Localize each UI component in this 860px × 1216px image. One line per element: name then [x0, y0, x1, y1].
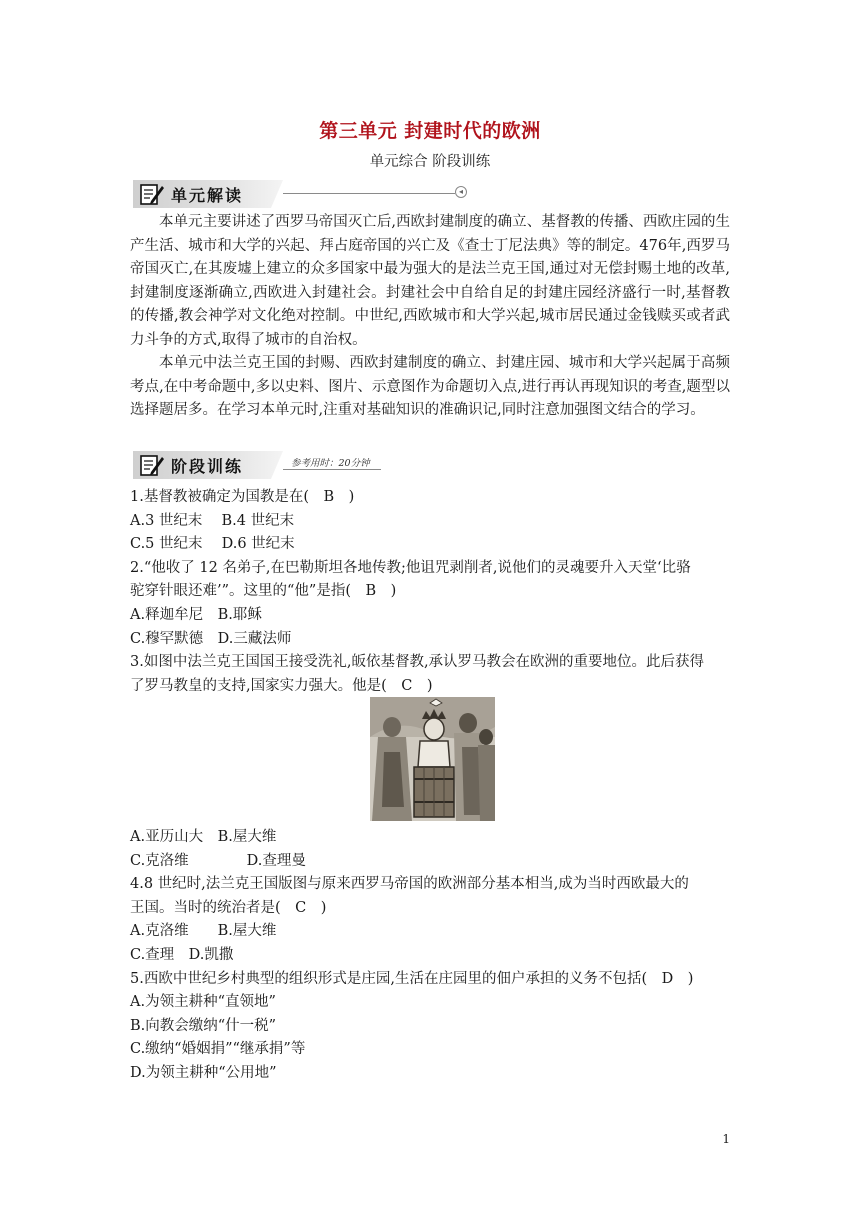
text-line: 驼穿针眼还难’”。这里的“他”是指( B ) [130, 583, 397, 600]
text-line: 了罗马教皇的支持,国家实力强大。他是( C ) [130, 677, 433, 694]
text-line: C.5 世纪末 D.6 世纪末 [130, 536, 295, 553]
text-line: C.查理 D.凯撒 [130, 946, 234, 963]
baptism-illustration [370, 697, 495, 821]
banner-rule [283, 469, 381, 470]
intro-paragraph-2: 本单元中法兰克王国的封赐、西欧封建制度的确立、封建庄园、城市和大学兴起属于高频考点,在中考命题中,多以史料、图片、示意图作为命题切入点,进行再认再现知识的考查,题型以选择题居多。在学习本单元时,注重对基础知识的准确识记,同时注意加强图文结合的学习。 [130, 355, 730, 418]
text-line: 4.8 世纪时,法兰克王国版图与原来西罗马帝国的欧洲部分基本相当,成为当时西欧最大的 [130, 876, 689, 893]
text-line: C.缴纳“婚姻捐”“继承捐”等 [130, 1041, 306, 1058]
text-line: A.克洛维 B.屋大维 [130, 923, 277, 940]
text-line: D.为领主耕种“公用地” [130, 1064, 277, 1081]
text-line: 5.西欧中世纪乡村典型的组织形式是庄园,生活在庄园里的佃户承担的义务不包括( D ) [130, 970, 694, 987]
text-line: A.亚历山大 B.屋大维 [130, 829, 277, 845]
page-title: 第三单元 封建时代的欧洲 [319, 120, 541, 142]
text-line: A.为领主耕种“直领地” [130, 994, 276, 1011]
section-banner-stage-training [133, 451, 383, 479]
text-line: B.向教会缴纳“什一税” [130, 1017, 277, 1034]
text-line: 3.如图中法兰克王国国王接受洗礼,皈依基督教,承认罗马教会在欧洲的重要地位。此后获得 [130, 654, 705, 671]
page-number: 1 [722, 1132, 730, 1146]
intro-paragraph-1: 本单元主要讲述了西罗马帝国灭亡后,西欧封建制度的确立、基督教的传播、西欧庄园的生产生活、城市和大学的兴起、拜占庭帝国的兴亡及《查士丁尼法典》等的制定。476年,西罗马帝国灭亡,在其废墟上建立的众多国家中最为强大的是法兰克王国,通过对无偿封赐土地的改革,封建制度逐渐确立,西欧进入封建社会。封建社会中自给自足的封建庄园经济盛行一时,基督教的传播,教会神学对文化绝对控制。中世纪,西欧城市和大学兴起,城市居民通过金钱赎买或者武力斗争的方式,取得了城市的自治权。 [130, 214, 730, 348]
page-subtitle: 单元综合 阶段训练 [369, 154, 491, 170]
text-line: C.克洛维 D.查理曼 [130, 852, 306, 869]
notebook-pencil-icon [139, 453, 165, 477]
banner-rule [283, 193, 455, 194]
reference-time: 参考用时：20分钟 [291, 458, 370, 469]
section-banner-unit-interpretation [133, 180, 473, 208]
text-line: C.穆罕默德 D.三藏法师 [130, 630, 292, 647]
text-line: 2.“他收了 12 名弟子,在巴勒斯坦各地传教;他诅咒剥削者,说他们的灵魂要升入天堂‘比骆 [130, 559, 691, 576]
text-line: A.释迦牟尼 B.耶稣 [130, 606, 262, 623]
questions-block-2 [130, 826, 740, 1086]
text-line: 王国。当时的统治者是( C ) [130, 899, 327, 916]
questions-block-1 [130, 486, 740, 698]
section-label: 阶段训练 [171, 457, 244, 476]
section-label: 单元解读 [171, 186, 244, 205]
text-line: 1.基督教被确定为国教是在( B ) [130, 489, 355, 505]
text-line: A.3 世纪末 B.4 世纪末 [130, 512, 295, 529]
notebook-pencil-icon [139, 182, 165, 206]
circle-arrow-icon: ◂ [455, 186, 467, 198]
